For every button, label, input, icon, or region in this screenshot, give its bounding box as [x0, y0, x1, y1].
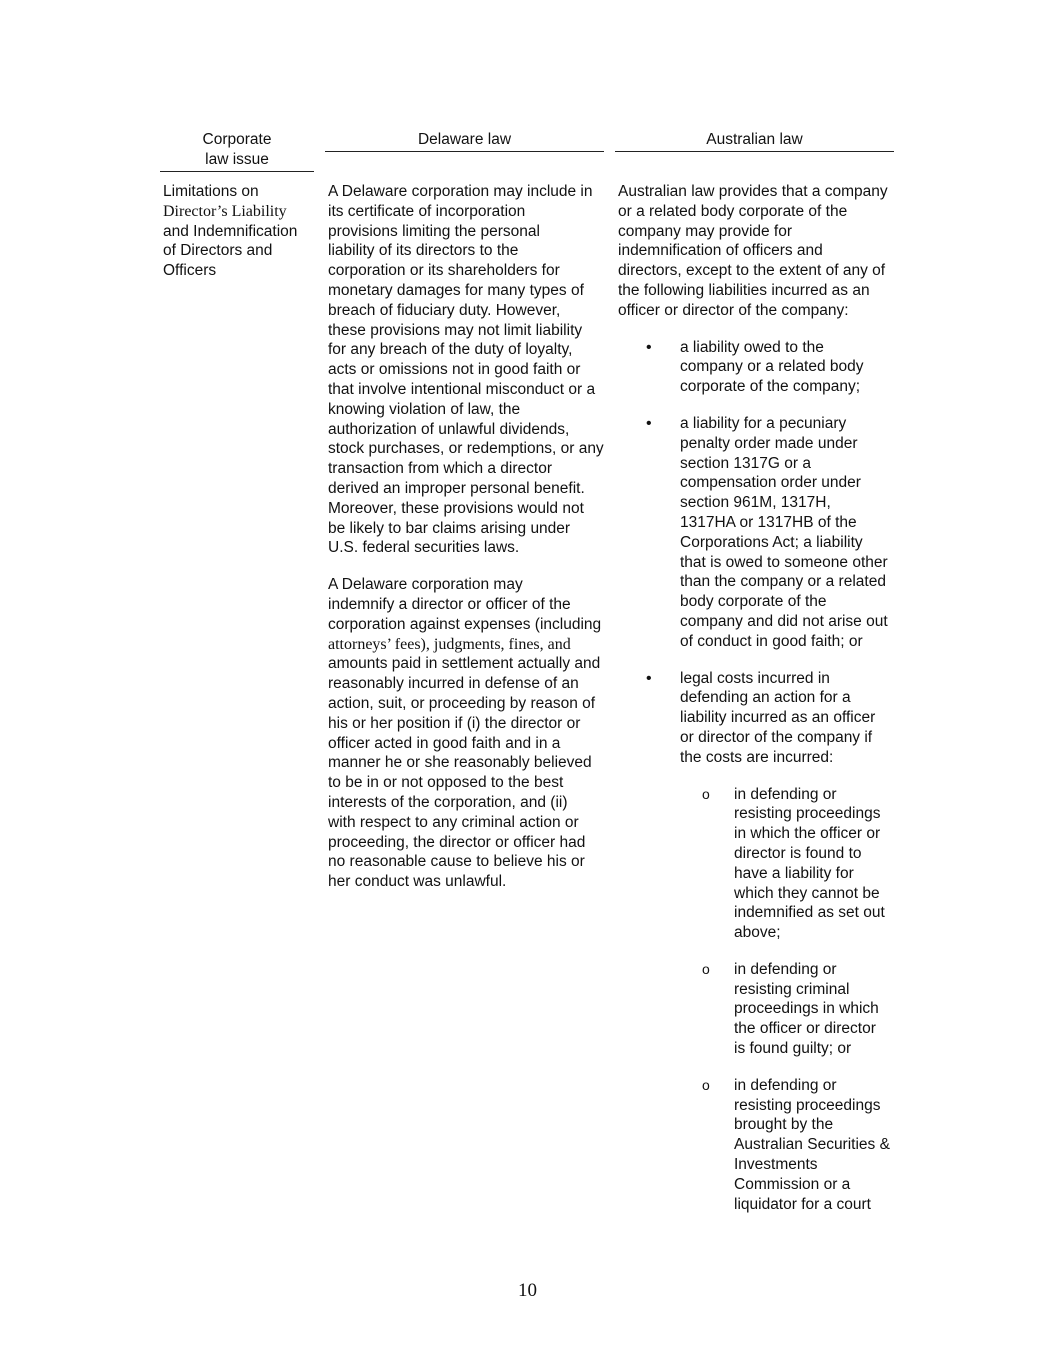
text-line: knowing violation of law, the [328, 400, 521, 418]
circle-bullet-icon: o [702, 960, 710, 977]
text-line: with respect to any criminal action or [328, 813, 579, 831]
text-line: attorneys’ fees), judgments, fines, and [328, 635, 571, 653]
text-line: authorization of unlawful dividends, [328, 420, 570, 438]
australia-cell [618, 182, 900, 1214]
text-line: Moreover, these provisions would not [328, 499, 584, 517]
page-number: 10 [518, 1280, 537, 1301]
text-line: A Delaware corporation may include in [328, 183, 593, 200]
text-line: provisions limiting the personal [328, 222, 540, 240]
text-line: liquidator for a court [734, 1195, 871, 1213]
text-line: A Delaware corporation may [328, 576, 523, 594]
text-line: a liability for a pecuniary [680, 414, 847, 432]
text-line: than the company or a related [680, 573, 886, 591]
text-line: that involve intentional misconduct or a [328, 380, 596, 398]
text-line: or director of the company if [680, 728, 873, 746]
text-line: director is found to [734, 844, 862, 862]
issue-line: of Directors and [163, 242, 273, 260]
circle-bullet-icon: o [702, 785, 710, 802]
text-line: the officer or director [734, 1020, 876, 1038]
text-line: her conduct was unlawful. [328, 873, 507, 891]
header-corporate-law-issue [160, 130, 314, 172]
text-line: officer or director of the company: [618, 301, 849, 319]
text-line: corporation against expenses (including [328, 615, 602, 633]
text-line: Australian law provides that a company [618, 183, 888, 200]
text-line: compensation order under [680, 474, 861, 492]
text-line: transaction from which a director [328, 460, 552, 478]
bullet-item [618, 414, 900, 652]
header-line: Corporate [202, 131, 272, 148]
bullet-item [618, 338, 900, 397]
text-line: its certificate of incorporation [328, 202, 526, 220]
text-line: is found guilty; or [734, 1040, 852, 1058]
text-line: above; [734, 924, 781, 942]
text-line: 1317HA or 1317HB of the [680, 513, 857, 531]
text-line: indemnification of officers and [618, 242, 823, 260]
issue-line: Limitations on [163, 183, 259, 200]
text-line: of conduct in good faith; or [680, 632, 863, 650]
text-line: amounts paid in settlement actually and [328, 655, 601, 673]
text-line: in defending or [734, 1076, 837, 1094]
issue-cell [163, 182, 313, 281]
text-line: Corporations Act; a liability [680, 533, 863, 551]
text-line: reasonably incurred in defense of an [328, 675, 579, 693]
text-line: company may provide for [618, 222, 793, 240]
text-line: or a related body corporate of the [618, 202, 848, 220]
text-line: derived an improper personal benefit. [328, 479, 585, 497]
text-line: section 1317G or a [680, 454, 811, 472]
header-delaware-law [325, 130, 604, 152]
text-line: liability of its directors to the [328, 242, 519, 260]
text-line: resisting proceedings [734, 805, 881, 823]
text-line: defending an action for a [680, 689, 851, 707]
header-line: law issue [205, 151, 269, 168]
text-line: indemnified as set out [734, 904, 885, 922]
bullet-item [618, 669, 900, 768]
text-line: section 961M, 1317H, [680, 494, 831, 512]
text-line: be likely to bar claims arising under [328, 519, 571, 537]
text-line: the following liabilities incurred as an [618, 281, 870, 299]
text-line: indemnify a director or officer of the [328, 595, 571, 613]
delaware-paragraph-1 [328, 182, 608, 558]
circle-bullet-icon: o [702, 1076, 710, 1093]
text-line: the costs are incurred: [680, 748, 834, 766]
text-line: liability incurred as an officer [680, 709, 876, 727]
text-line: Commission or a [734, 1175, 851, 1193]
text-line: in defending or [734, 960, 837, 978]
text-line: monetary damages for many types of [328, 281, 584, 299]
text-line: body corporate of the [680, 593, 827, 611]
text-line: company or a related body [680, 358, 864, 376]
text-line: which they cannot be [734, 884, 880, 902]
text-line: proceedings in which [734, 1000, 879, 1018]
text-line: a liability owed to the [680, 338, 824, 356]
text-line: that is owed to someone other [680, 553, 888, 571]
text-line: Investments [734, 1156, 818, 1174]
text-line: corporate of the company; [680, 378, 861, 396]
text-line: resisting proceedings [734, 1096, 881, 1114]
text-line: breach of fiduciary duty. However, [328, 301, 561, 319]
text-line: in which the officer or [734, 825, 881, 843]
text-line: legal costs incurred in [680, 669, 830, 687]
text-line: no reasonable cause to believe his or [328, 853, 585, 871]
bullet-icon: • [646, 414, 652, 432]
text-line: for any breach of the duty of loyalty, [328, 341, 573, 359]
header-australian-law [615, 130, 894, 152]
bullet-icon: • [646, 669, 652, 687]
text-line: action, suit, or proceeding by reason of [328, 694, 596, 712]
text-line: corporation or its shareholders for [328, 262, 560, 280]
delaware-paragraph-2 [328, 575, 608, 892]
text-line: acts or omissions not in good faith or [328, 361, 581, 379]
delaware-cell [328, 182, 608, 892]
issue-line: Officers [163, 262, 217, 280]
text-line: have a liability for [734, 864, 854, 882]
text-line: U.S. federal securities laws. [328, 539, 520, 557]
paragraph-gap [328, 558, 608, 575]
bullet-icon: • [646, 338, 652, 356]
text-line: resisting criminal [734, 980, 850, 998]
text-line: penalty order made under [680, 434, 858, 452]
text-line: interests of the corporation, and (ii) [328, 793, 568, 811]
header-line: Delaware law [417, 131, 512, 148]
text-line: proceeding, the director or officer had [328, 833, 586, 851]
text-line: directors, except to the extent of any of [618, 262, 886, 280]
text-line: in defending or [734, 785, 837, 803]
text-line: Australian Securities & [734, 1136, 890, 1154]
text-line: officer acted in good faith and in a [328, 734, 561, 752]
text-line: stock purchases, or redemptions, or any [328, 440, 604, 458]
text-line: his or her position if (i) the director or [328, 714, 581, 732]
sub-bullet-item [618, 960, 900, 1059]
sub-bullet-item [618, 1076, 900, 1215]
issue-line: Director’s Liability [163, 202, 287, 220]
australia-intro [618, 182, 900, 321]
text-line: manner he or she reasonably believed [328, 754, 592, 772]
sub-bullet-item [618, 785, 900, 943]
text-line: company and did not arise out [680, 612, 888, 630]
text-line: to be in or not opposed to the best [328, 774, 564, 792]
issue-line: and Indemnification [163, 222, 298, 240]
text-line: these provisions may not limit liability [328, 321, 583, 339]
text-line: brought by the [734, 1116, 834, 1134]
header-line: Australian law [706, 131, 803, 148]
